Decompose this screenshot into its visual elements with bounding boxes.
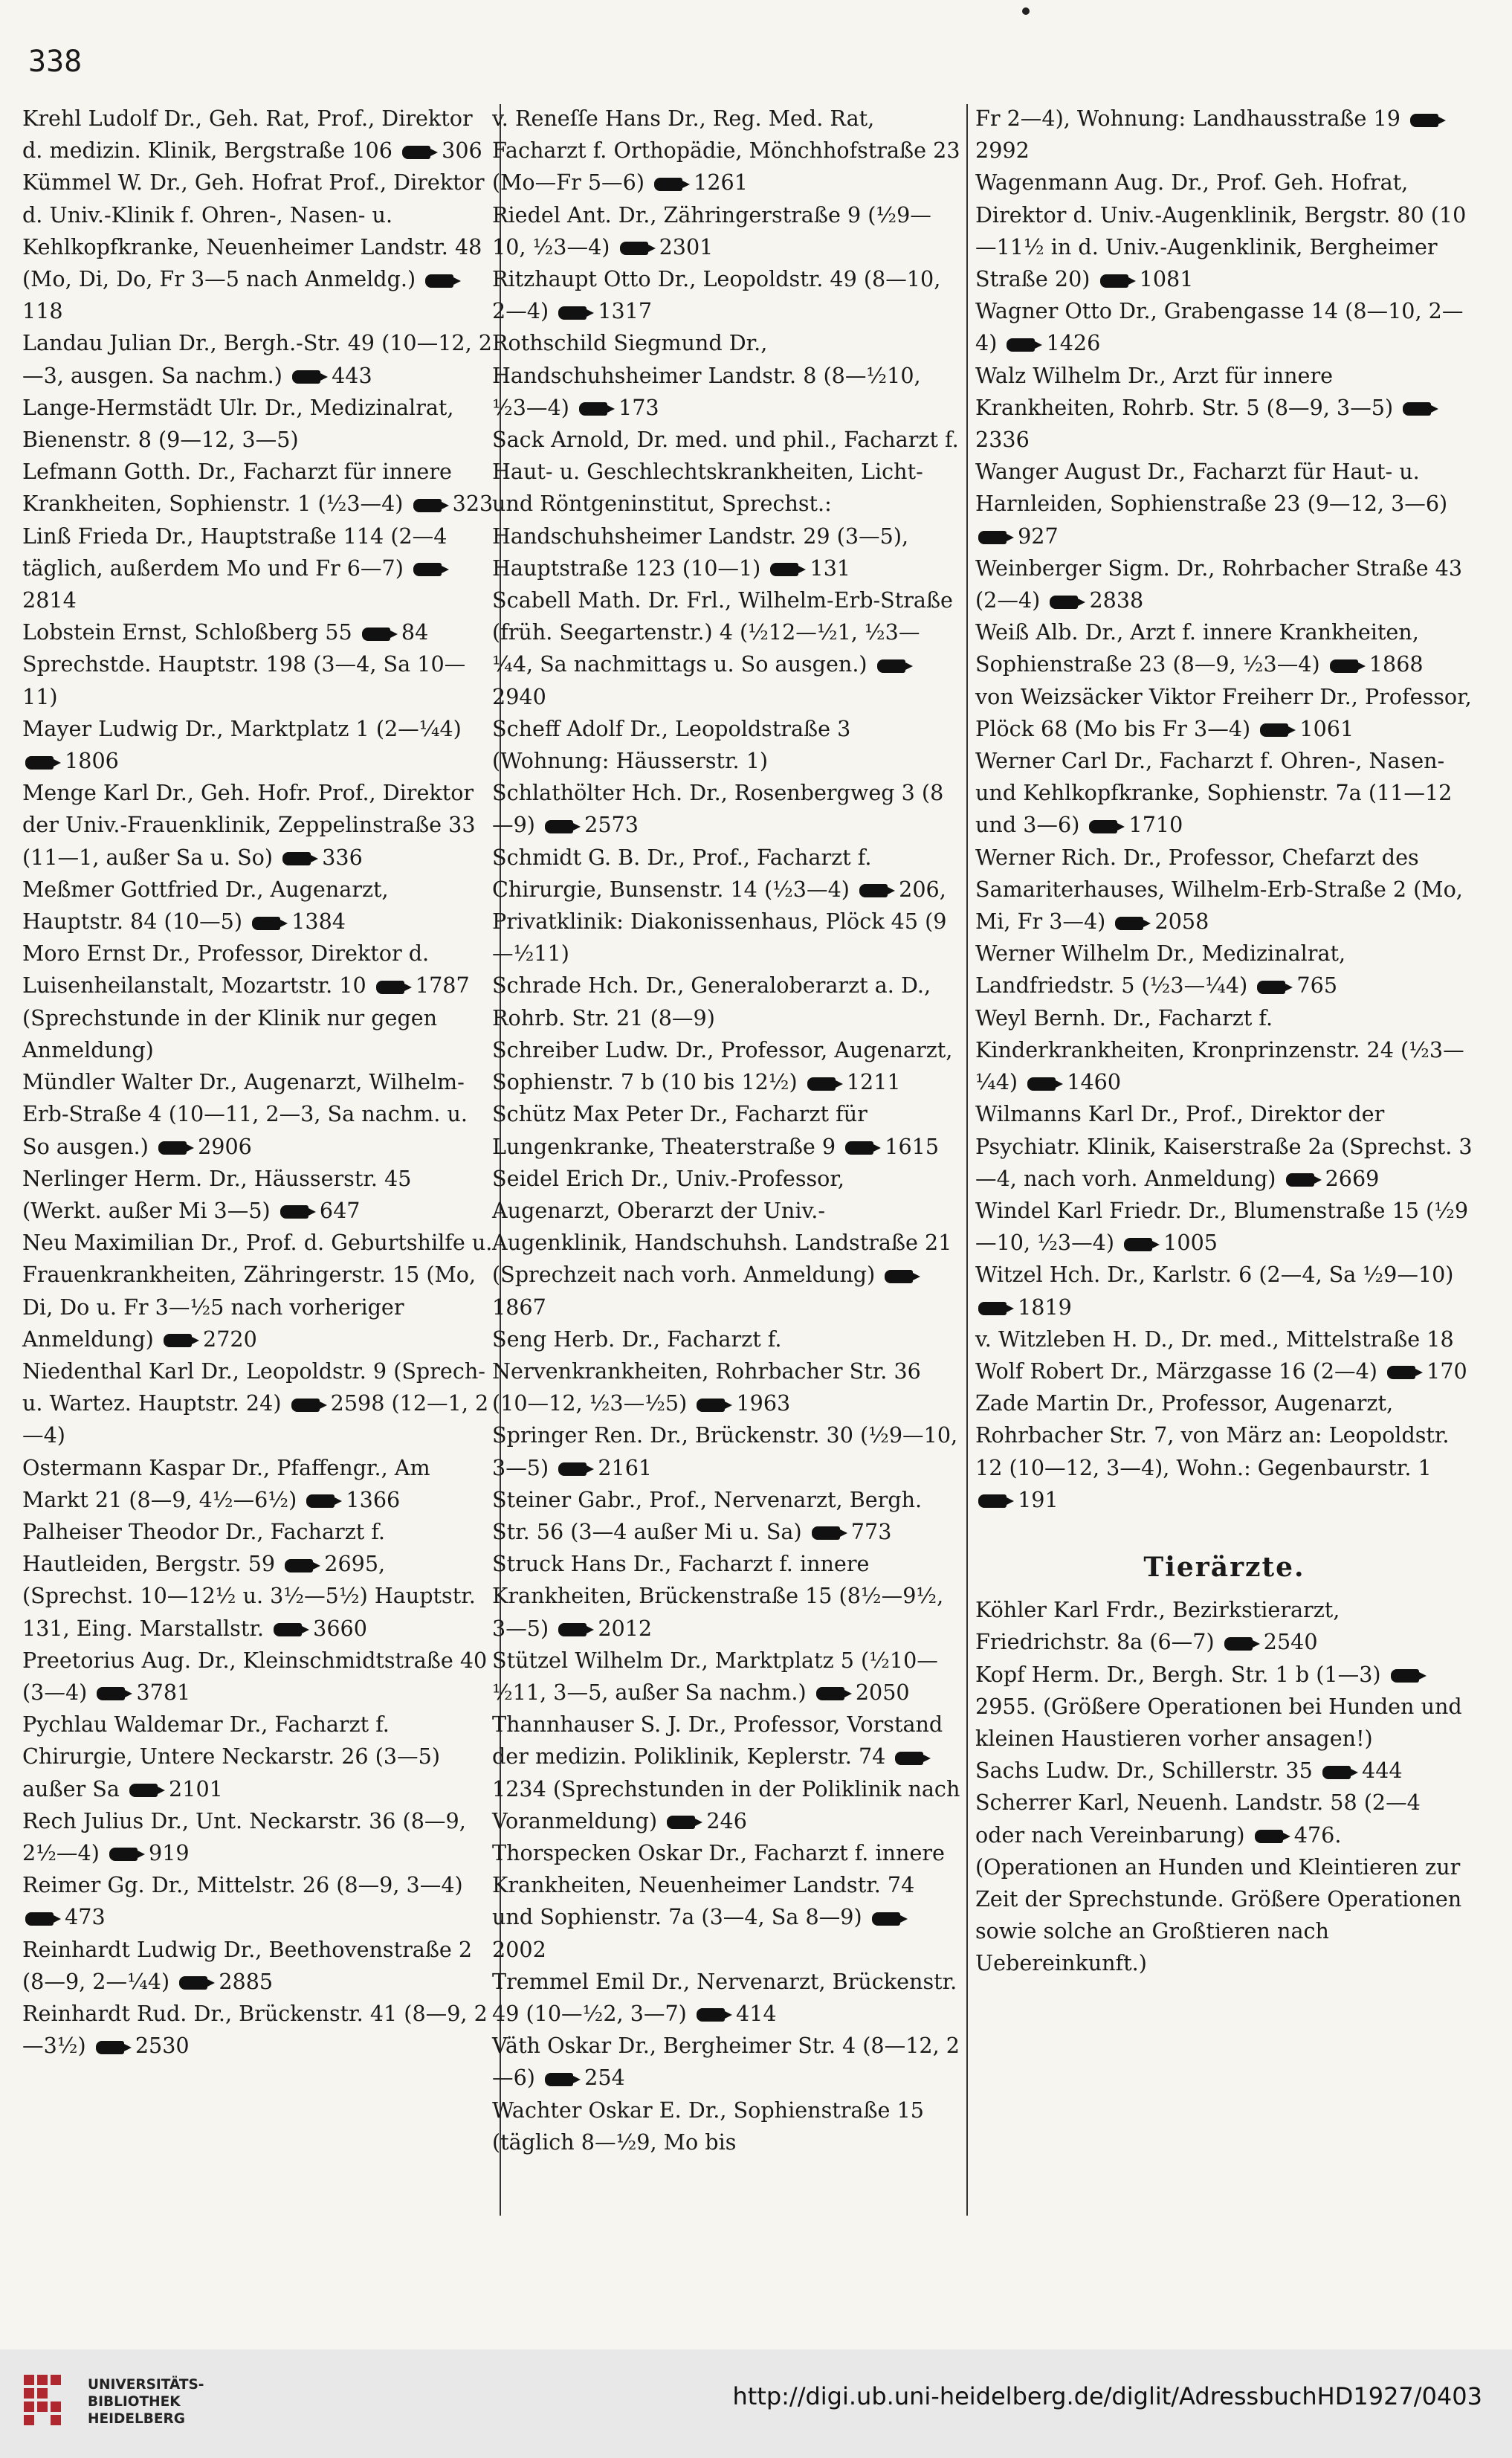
directory-entry: Schmidt G. B. Dr., Prof., Facharzt f. Chirurgie, Bunsenstr. 14 (½3—4) 206, Privatklinik: Diakonissenhaus, Plöck 45 (9—½11) bbox=[492, 844, 947, 967]
directory-entry: Weyl Bernh. Dr., Facharzt f. Kinderkrankheiten, Kronprinzenstr. 24 (½3—¼4) 1460 bbox=[975, 1004, 1464, 1095]
directory-entry: Lefmann Gotth. Dr., Facharzt für innere Krankheiten, Sophienstr. 1 (½3—4) 323 bbox=[22, 459, 494, 517]
directory-entry: Windel Karl Friedr. Dr., Blumenstraße 15 (½9—10, ½3—4) 1005 bbox=[975, 1197, 1469, 1256]
telephone-icon bbox=[770, 563, 798, 576]
directory-entry: Thannhauser S. J. Dr., Professor, Vorstand der medizin. Poliklinik, Keplerstr. 74 1234 (Sprechstunden in der Poliklinik nach Voranmeldung) 246 bbox=[492, 1712, 960, 1833]
directory-entry: v. Reneſſe Hans Dr., Reg. Med. Rat, Facharzt f. Orthopädie, Mönchhofstraße 23 (Mo—Fr 5—6) 1261 bbox=[492, 106, 960, 196]
directory-entry: Zade Martin Dr., Professor, Augenarzt, Rohrbacher Str. 7, von März an: Leopoldstr. 12 (10—12, 3—4), Wohn.: Gegenbaurstr. 1 191 bbox=[975, 1390, 1450, 1512]
section-heading: Tierärzte. bbox=[1143, 1551, 1305, 1583]
telephone-icon bbox=[895, 1752, 923, 1765]
directory-entry: Lobstein Ernst, Schloßberg 55 84 Sprechstde. Hauptstr. 198 (3—4, Sa 10—11) bbox=[22, 619, 466, 709]
telephone-icon bbox=[292, 370, 320, 384]
telephone-icon bbox=[97, 1687, 125, 1700]
telephone-icon bbox=[1089, 820, 1117, 833]
telephone-icon bbox=[1286, 1173, 1314, 1187]
directory-entry: Ostermann Kaspar Dr., Pfaffengr., Am Markt 21 (8—9, 4½—6½) 1366 bbox=[22, 1454, 430, 1512]
directory-entry: Struck Hans Dr., Facharzt f. innere Krankheiten, Brückenstraße 15 (8½—9½, 3—5) 2012 bbox=[492, 1551, 944, 1641]
directory-entry: Fr 2—4), Wohnung: Landhausstraße 19 2992 bbox=[975, 103, 1473, 167]
telephone-icon bbox=[1124, 1238, 1152, 1251]
telephone-icon bbox=[807, 1077, 836, 1091]
telephone-icon bbox=[545, 2073, 573, 2086]
directory-entry: Pychlau Waldemar Dr., Facharzt f. Chirurgie, Untere Neckarstr. 26 (3—5) außer Sa 2101 bbox=[22, 1712, 440, 1801]
telephone-icon bbox=[1224, 1637, 1253, 1651]
telephone-icon bbox=[1387, 1366, 1415, 1379]
column-3 bbox=[975, 103, 1473, 1980]
column-rule-2 bbox=[966, 104, 968, 2216]
directory-entry: Schreiber Ludw. Dr., Professor, Augenarzt, Sophienstr. 7 b (10 bis 12½) 1211 bbox=[492, 1036, 953, 1095]
telephone-icon bbox=[96, 2041, 124, 2054]
telephone-icon bbox=[816, 1687, 844, 1700]
telephone-icon bbox=[667, 1816, 695, 1829]
telephone-icon bbox=[1403, 402, 1431, 416]
telephone-icon bbox=[158, 1141, 187, 1155]
directory-entry: Meßmer Gottfried Dr., Augenarzt, Hauptstr. 84 (10—5) 1384 bbox=[22, 876, 389, 935]
directory-entry: Mayer Ludwig Dr., Marktplatz 1 (2—¼4) 1806 bbox=[22, 715, 462, 774]
telephone-icon bbox=[1100, 274, 1128, 288]
telephone-icon bbox=[1027, 1077, 1056, 1091]
telephone-icon bbox=[179, 1976, 207, 1990]
telephone-icon bbox=[282, 852, 311, 865]
page-number: 338 bbox=[28, 45, 83, 79]
directory-entry: Schrade Hch. Dr., Generaloberarzt a. D., Rohrb. Str. 21 (8—9) bbox=[492, 972, 931, 1030]
telephone-icon bbox=[877, 659, 905, 673]
telephone-icon bbox=[25, 1912, 54, 1926]
telephone-icon bbox=[413, 499, 442, 512]
telephone-icon bbox=[1050, 596, 1078, 609]
directory-entry: Reimer Gg. Dr., Mittelstr. 26 (8—9, 3—4) 473 bbox=[22, 1872, 463, 1930]
telephone-icon bbox=[620, 242, 648, 255]
institution-line: BIBLIOTHEK bbox=[88, 2394, 181, 2410]
directory-entry: Wagenmann Aug. Dr., Prof. Geh. Hofrat, Direktor d. Univ.-Augenklinik, Bergstr. 80 (10—11½ in d. Univ.-Augenklinik, Bergheimer Straße 20) 1081 bbox=[975, 170, 1467, 292]
institution-name bbox=[88, 2376, 204, 2428]
veterinarian-entry: Scherrer Karl, Neuenh. Landstr. 58 (2—4 oder nach Vereinbarung) 476. (Operationen an Hunden und Kleintieren zur Zeit der Sprechstunde. Größere Operationen sowie solche an Großtieren nach Uebereinkunft.) bbox=[975, 1790, 1462, 1976]
telephone-icon bbox=[1330, 659, 1358, 673]
directory-entry: Walz Wilhelm Dr., Arzt für innere Krankheiten, Rohrb. Str. 5 (8—9, 3—5) 2336 bbox=[975, 360, 1473, 457]
column-1 bbox=[22, 103, 494, 2062]
telephone-icon bbox=[425, 274, 453, 288]
institution-line: UNIVERSITÄTS- bbox=[88, 2377, 204, 2393]
telephone-icon bbox=[579, 402, 607, 416]
telephone-icon bbox=[1255, 1830, 1283, 1843]
telephone-icon bbox=[291, 1399, 320, 1412]
directory-entry: Wolf Robert Dr., Märzgasse 16 (2—4) 170 bbox=[975, 1358, 1467, 1384]
directory-entry: Riedel Ant. Dr., Zähringerstraße 9 (½9—10, ½3—4) 2301 bbox=[492, 201, 931, 259]
university-library-logo-icon bbox=[22, 2372, 74, 2431]
directory-entry: Niedenthal Karl Dr., Leopoldstr. 9 (Sprech- u. Wartez. Hauptstr. 24) 2598 (12—1, 2—4) bbox=[22, 1358, 489, 1448]
telephone-icon bbox=[252, 917, 280, 930]
directory-entry: Seng Herb. Dr., Facharzt f. Nervenkrankheiten, Rohrbacher Str. 36 (10—12, ½3—½5) 1963 bbox=[492, 1326, 921, 1416]
telephone-icon bbox=[978, 1302, 1007, 1315]
directory-entry: Schütz Max Peter Dr., Facharzt für Lungenkranke, Theaterstraße 9 1615 bbox=[492, 1101, 940, 1159]
directory-entry: Rech Julius Dr., Unt. Neckarstr. 36 (8—9, 2½—4) 919 bbox=[22, 1807, 466, 1865]
telephone-icon bbox=[362, 628, 390, 641]
directory-entry: v. Witzleben H. D., Dr. med., Mittelstraße 18 bbox=[975, 1326, 1454, 1352]
directory-entry: Palheiser Theodor Dr., Facharzt f. Hautleiden, Bergstr. 59 2695, (Sprechst. 10—12½ u. 3½—5½) Hauptstr. 131, Eing. Marstallstr. 3660 bbox=[22, 1518, 476, 1641]
telephone-icon bbox=[812, 1526, 840, 1540]
telephone-icon bbox=[1391, 1669, 1419, 1683]
directory-entry: Stützel Wilhelm Dr., Marktplatz 5 (½10—½11, 3—5, außer Sa nachm.) 2050 bbox=[492, 1647, 938, 1705]
telephone-icon bbox=[978, 1494, 1007, 1508]
directory-entry: Werner Carl Dr., Facharzt f. Ohren-, Nasen- und Kehlkopfkranke, Sophienstr. 7a (11—12 und 3—6) 1710 bbox=[975, 748, 1453, 838]
telephone-icon bbox=[885, 1270, 913, 1283]
telephone-icon bbox=[978, 531, 1007, 544]
directory-entry: Wanger August Dr., Facharzt für Haut- u. Harnleiden, Sophienstraße 23 (9—12, 3—6) 927 bbox=[975, 459, 1448, 549]
column-2 bbox=[492, 103, 960, 2158]
directory-entry: Witzel Hch. Dr., Karlstr. 6 (2—4, Sa ½9—10) 1819 bbox=[975, 1262, 1454, 1320]
veterinarian-entry: Köhler Karl Frdr., Bezirkstierarzt, Friedrichstr. 8a (6—7) 2540 bbox=[975, 1597, 1340, 1655]
directory-entry: Reinhardt Rud. Dr., Brückenstr. 41 (8—9, 2—3½) 2530 bbox=[22, 2000, 488, 2059]
telephone-icon bbox=[654, 178, 682, 191]
telephone-icon bbox=[1115, 917, 1143, 930]
telephone-icon bbox=[558, 1462, 587, 1476]
telephone-icon bbox=[306, 1494, 335, 1508]
directory-entry: Lange-Hermstädt Ulr. Dr., Medizinalrat, Bienenstr. 8 (9—12, 3—5) bbox=[22, 394, 454, 453]
directory-entry: Ritzhaupt Otto Dr., Leopoldstr. 49 (8—10, 2—4) 1317 bbox=[492, 266, 941, 324]
telephone-icon bbox=[872, 1912, 900, 1926]
directory-entry: von Weizsäcker Viktor Freiherr Dr., Professor, Plöck 68 (Mo bis Fr 3—4) 1061 bbox=[975, 683, 1472, 741]
telephone-icon bbox=[285, 1559, 313, 1572]
directory-entry: Werner Rich. Dr., Professor, Chefarzt des Samariterhauses, Wilhelm-Erb-Straße 2 (Mo, Mi, Fr 3—4) 2058 bbox=[975, 844, 1463, 935]
directory-entry: Scabell Math. Dr. Frl., Wilhelm-Erb-Straße (früh. Seegartenstr.) 4 (½12—½1, ½3—¼4, Sa nachmittags u. So ausgen.) 2940 bbox=[492, 587, 953, 709]
directory-entry: Linß Frieda Dr., Hauptstraße 114 (2—4 täglich, außerdem Mo und Fr 6—7) 2814 bbox=[22, 523, 448, 613]
directory-entry: Steiner Gabr., Prof., Nervenarzt, Bergh. Str. 56 (3—4 außer Mi u. Sa) 773 bbox=[492, 1486, 923, 1544]
source-url-link[interactable]: http://digi.ub.uni-heidelberg.de/diglit/AdressbuchHD1927/0403 bbox=[732, 2382, 1482, 2410]
telephone-icon bbox=[129, 1784, 158, 1797]
directory-entry: Wilmanns Karl Dr., Prof., Direktor der Psychiatr. Klinik, Kaiserstraße 2a (Sprechst. 3—4, nach vorh. Anmeldung) 2669 bbox=[975, 1101, 1473, 1191]
telephone-icon bbox=[274, 1623, 302, 1636]
telephone-icon bbox=[280, 1205, 308, 1219]
veterinarian-entry: Kopf Herm. Dr., Bergh. Str. 1 b (1—3) 2955. (Größere Operationen bei Hunden und kleinen Haustieren vorher ansagen!) bbox=[975, 1661, 1462, 1751]
telephone-icon bbox=[1257, 981, 1285, 994]
telephone-icon bbox=[1007, 338, 1035, 352]
telephone-icon bbox=[1322, 1766, 1351, 1779]
directory-entry: Kümmel W. Dr., Geh. Hofrat Prof., Direktor d. Univ.-Klinik f. Ohren-, Nasen- u. Kehlkopfkranke, Neuenheimer Landstr. 48 (Mo, Di, Do, Fr 3—5 nach Anmeldg.) 118 bbox=[22, 170, 485, 324]
directory-entry: Reinhardt Ludwig Dr., Beethovenstraße 2 (8—9, 2—¼4) 2885 bbox=[22, 1936, 473, 1994]
telephone-icon bbox=[845, 1141, 873, 1155]
telephone-icon bbox=[859, 884, 888, 897]
directory-entry: Seidel Erich Dr., Univ.-Professor, Augenarzt, Oberarzt der Univ.-Augenklinik, Handschuhsh. Landstraße 21 (Sprechzeit nach vorh. Anmeldung) 1867 bbox=[492, 1165, 952, 1320]
telephone-icon bbox=[1410, 114, 1438, 127]
directory-entry: Mündler Walter Dr., Augenarzt, Wilhelm-Erb-Straße 4 (10—11, 2—3, Sa nachm. u. So ausgen.) 2906 bbox=[22, 1069, 468, 1159]
telephone-icon bbox=[1260, 723, 1288, 737]
directory-entry: Rothschild Siegmund Dr., Handschuhsheimer Landstr. 8 (8—½10, ½3—4) 173 bbox=[492, 330, 921, 420]
directory-entry: Preetorius Aug. Dr., Kleinschmidtstraße 40 (3—4) 3781 bbox=[22, 1647, 488, 1705]
telephone-icon bbox=[413, 563, 442, 576]
directory-entry: Landau Julian Dr., Bergh.-Str. 49 (10—12, 2—3, ausgen. Sa nachm.) 443 bbox=[22, 330, 492, 388]
directory-entry: Sack Arnold, Dr. med. und phil., Facharzt f. Haut- u. Geschlechtskrankheiten, Licht- und Röntgeninstitut, Sprechst.: Handschuhsheimer Landstr. 29 (3—5), Hauptstraße 123 (10—1) 131 bbox=[492, 427, 959, 581]
telephone-icon bbox=[558, 1623, 587, 1636]
directory-entry: Tremmel Emil Dr., Nervenarzt, Brückenstr. 49 (10—½2, 3—7) 414 bbox=[492, 1968, 957, 2026]
directory-entry: Neu Maximilian Dr., Prof. d. Geburtshilfe u. Frauenkrankheiten, Zähringerstr. 15 (Mo, Di, Do u. Fr 3—½5 nach vorheriger Anmeldung) 2720 bbox=[22, 1230, 493, 1352]
telephone-icon bbox=[164, 1334, 192, 1347]
directory-entry: Weinberger Sigm. Dr., Rohrbacher Straße 43 (2—4) 2838 bbox=[975, 555, 1463, 613]
institution-line: HEIDELBERG bbox=[88, 2411, 185, 2427]
directory-entry: Moro Ernst Dr., Professor, Direktor d. Luisenheilanstalt, Mozartstr. 10 1787 (Sprechstunde in der Klinik nur gegen Anmeldung) bbox=[22, 941, 470, 1062]
telephone-icon bbox=[376, 981, 404, 994]
directory-entry: Thorspecken Oskar Dr., Facharzt f. innere Krankheiten, Neuenheimer Landstr. 74 und Sophienstr. 7a (3—4, Sa 8—9) 2002 bbox=[492, 1839, 945, 1962]
directory-entry: Schlathölter Hch. Dr., Rosenbergweg 3 (8—9) 2573 bbox=[492, 780, 944, 838]
telephone-icon bbox=[697, 2008, 725, 2022]
telephone-icon bbox=[697, 1399, 725, 1412]
directory-entry: Krehl Ludolf Dr., Geh. Rat, Prof., Direktor d. medizin. Klinik, Bergstraße 106 306 bbox=[22, 106, 482, 164]
telephone-icon bbox=[25, 756, 54, 770]
directory-entry: Väth Oskar Dr., Bergheimer Str. 4 (8—12, 2—6) 254 bbox=[492, 2033, 960, 2091]
directory-entry: Springer Ren. Dr., Brückenstr. 30 (½9—10, 3—5) 2161 bbox=[492, 1422, 958, 1480]
directory-entry: Weiß Alb. Dr., Arzt f. innere Krankheiten, Sophienstraße 23 (8—9, ½3—4) 1868 bbox=[975, 619, 1424, 677]
directory-entry: Werner Wilhelm Dr., Medizinalrat, Landfriedstr. 5 (½3—¼4) 765 bbox=[975, 941, 1346, 999]
telephone-icon bbox=[558, 306, 587, 320]
veterinarian-entry: Sachs Ludw. Dr., Schillerstr. 35 444 bbox=[975, 1758, 1403, 1784]
telephone-icon bbox=[402, 146, 430, 159]
scan-speck bbox=[1022, 7, 1030, 15]
directory-entry: Wagner Otto Dr., Grabengasse 14 (8—10, 2—4) 1426 bbox=[975, 298, 1464, 356]
telephone-icon bbox=[545, 820, 573, 833]
telephone-icon bbox=[109, 1848, 138, 1861]
directory-entry: Nerlinger Herm. Dr., Häusserstr. 45 (Werkt. außer Mi 3—5) 647 bbox=[22, 1165, 412, 1223]
directory-entry: Menge Karl Dr., Geh. Hofr. Prof., Direktor der Univ.-Frauenklinik, Zeppelinstraße 33 (11—1, außer Sa u. So) 336 bbox=[22, 780, 476, 870]
directory-entry: Wachter Oskar E. Dr., Sophienstraße 15 (täglich 8—½9, Mo bis bbox=[492, 2097, 924, 2155]
directory-entry: Scheff Adolf Dr., Leopoldstraße 3 (Wohnung: Häusserstr. 1) bbox=[492, 715, 851, 774]
